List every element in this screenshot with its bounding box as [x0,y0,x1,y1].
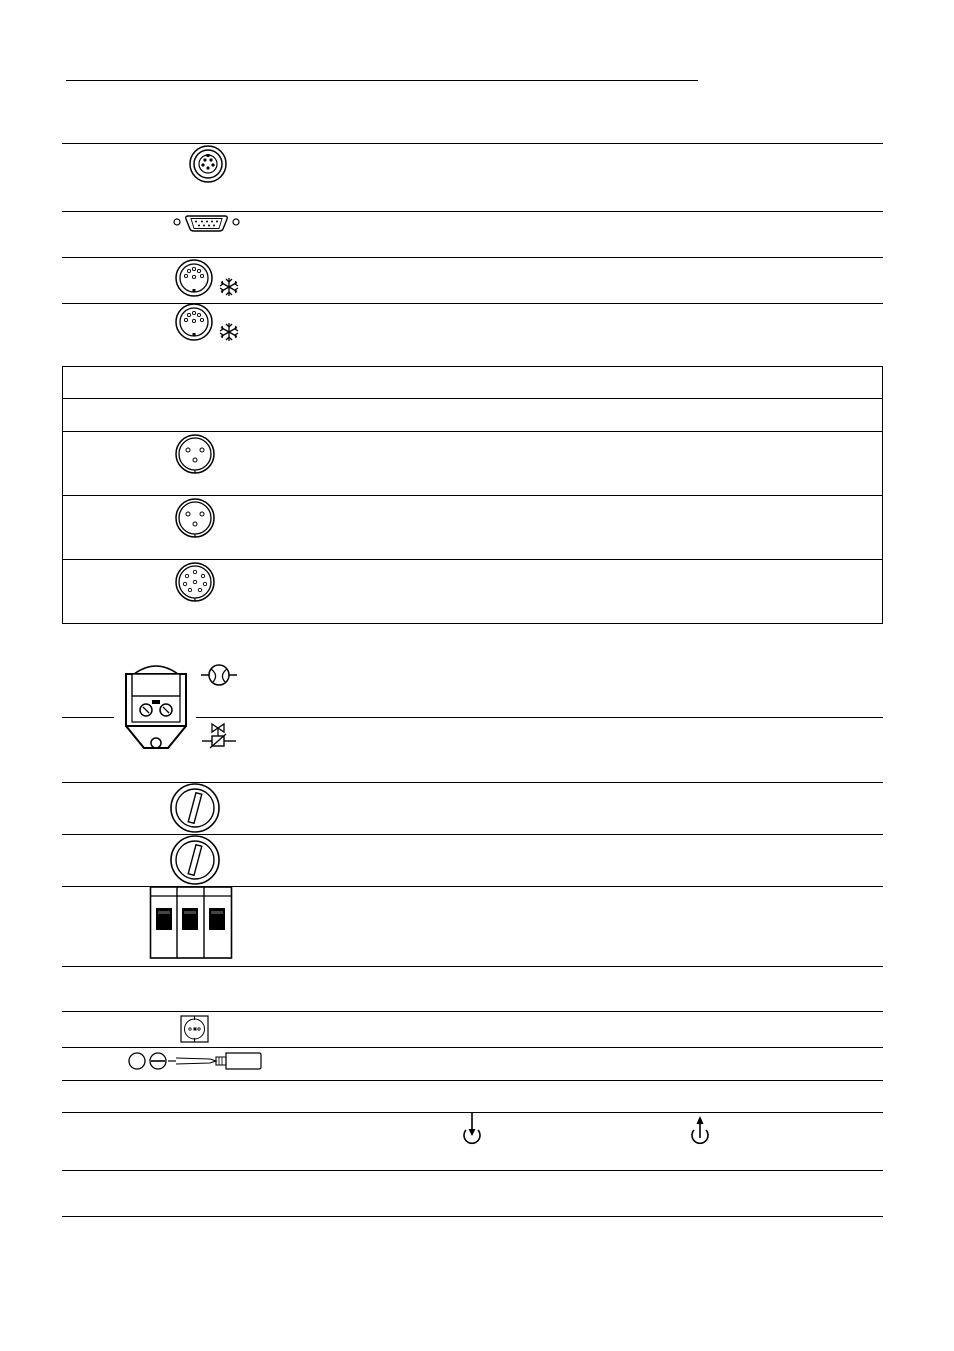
circle-icon [127,1051,147,1071]
sub-d-9-pin-socket-icon [172,212,244,234]
row-divider [62,1170,883,1171]
power-down-arrow-icon [460,1110,484,1146]
row-divider [62,143,883,144]
fuse-holder-1-icon [168,783,222,833]
valve-connector-icon [120,660,192,756]
footer-rule [62,1216,883,1217]
mini-din-socket-icon [188,144,228,184]
din-socket-cooling-2-icon [174,303,214,343]
row-divider [62,966,883,967]
row-divider [62,1080,883,1081]
row-divider [196,717,883,718]
flow-valve-symbol-icon [200,660,238,690]
slotted-screw-icon [148,1051,168,1071]
xlr-3-pin-socket-1-icon [173,433,217,475]
row-divider [62,495,883,496]
row-divider [62,398,883,399]
fuse-holder-2-icon [168,835,222,885]
row-divider [62,1047,883,1048]
row-divider [62,1011,883,1012]
row-divider [62,257,883,258]
power-up-arrow-icon [688,1110,712,1146]
snowflake-icon [218,277,240,297]
circular-7-pin-socket-icon [173,561,217,605]
xlr-3-pin-socket-2-icon [173,497,217,539]
snowflake-icon [218,322,240,342]
row-divider [62,431,883,432]
din-socket-cooling-1-icon [174,259,214,299]
row-divider [62,559,883,560]
triple-switch-block-icon [149,886,233,960]
row-divider [62,717,114,718]
solenoid-valve-symbol-icon [200,722,238,752]
small-socket-icon [180,1015,210,1043]
header-rule [66,80,698,81]
screwdriver-icon [166,1050,262,1072]
